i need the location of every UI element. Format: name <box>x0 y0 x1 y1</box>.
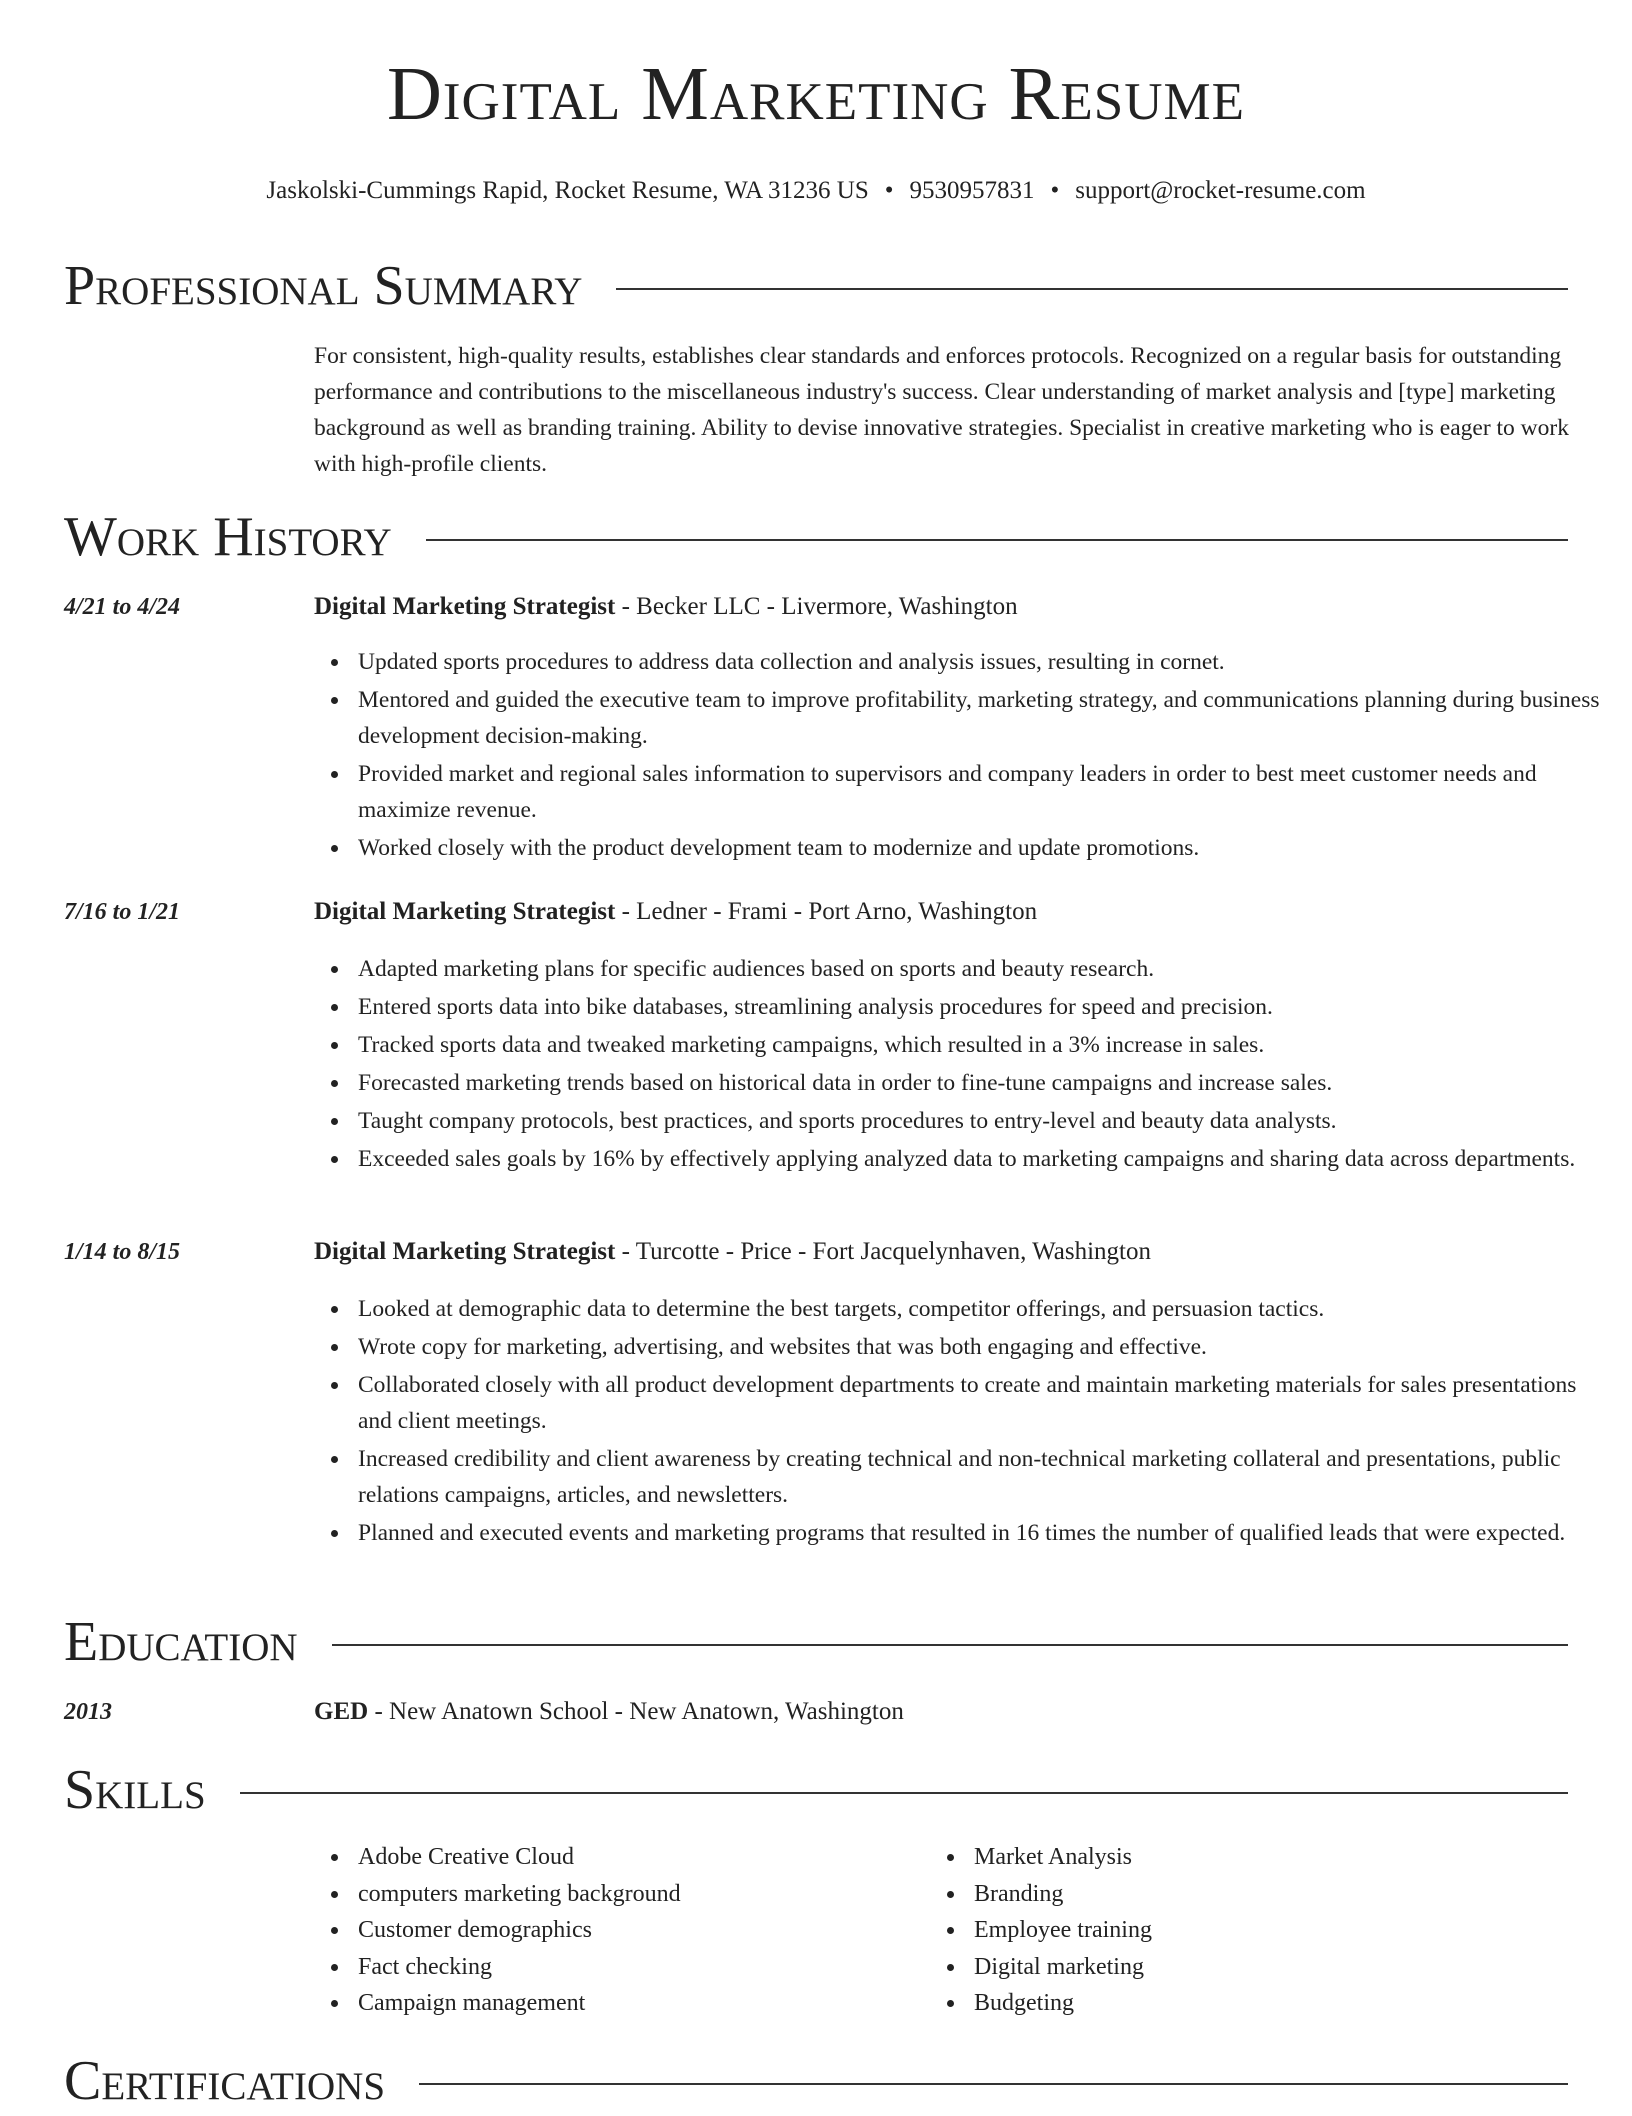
section-title-skills: Skills <box>64 1759 206 1821</box>
section-header-summary <box>64 251 1568 321</box>
section-header-education <box>64 1607 1568 1677</box>
education-year: 2013 <box>64 1699 112 1725</box>
skill-item: Adobe Creative Cloud <box>358 1839 918 1876</box>
job-dates: 1/14 to 8/15 <box>64 1239 181 1265</box>
skill-item: Digital marketing <box>974 1949 1534 1986</box>
contact-email: support@rocket-resume.com <box>1075 177 1366 204</box>
skill-item: Budgeting <box>974 1985 1534 2022</box>
skill-item: Branding <box>974 1876 1534 1913</box>
job-bullet: Looked at demographic data to determine the best targets, competitor offerings, and persuasion tactics. <box>358 1291 1608 1327</box>
resume-title: Digital Marketing Resume <box>387 52 1245 136</box>
job-bullets <box>314 644 1608 868</box>
contact-separator: • <box>884 177 894 204</box>
section-header-certifications <box>64 2046 1568 2116</box>
contact-separator: • <box>1050 177 1060 204</box>
skills-list-right <box>930 1839 1534 2022</box>
skill-item: Customer demographics <box>358 1912 918 1949</box>
skill-item: Market Analysis <box>974 1839 1534 1876</box>
job-title: Digital Marketing Strategist <box>314 898 616 925</box>
job-dates: 4/21 to 4/24 <box>64 594 181 620</box>
job-bullet: Tracked sports data and tweaked marketing campaigns, which resulted in a 3% increase in sales. <box>358 1027 1608 1063</box>
job-employer-location: - Becker LLC - Livermore, Washington <box>615 593 1018 620</box>
section-divider <box>616 288 1568 290</box>
section-title-education: Education <box>64 1611 298 1673</box>
job-bullet: Worked closely with the product development team to modernize and update promotions. <box>358 830 1608 866</box>
job-bullet: Provided market and regional sales information to supervisors and company leaders in order to best meet customer needs and maximize revenue. <box>358 756 1608 828</box>
job-title: Digital Marketing Strategist <box>314 593 616 620</box>
summary-text: For consistent, high-quality results, establishes clear standards and enforces protocols. Recognized on a regular basis for outstanding performance and contributions to the miscellaneous industry's success. Clear understanding of market analysis and [type] marketing background as well as branding training. Ability to devise innovative strategies. Specialist in creative marketing who is eager to work with high-profile clients. <box>314 343 1569 477</box>
job-bullet: Forecasted marketing trends based on historical data in order to fine-tune campaigns and increase sales. <box>358 1065 1608 1101</box>
job-bullet: Adapted marketing plans for specific audiences based on sports and beauty research. <box>358 951 1608 987</box>
education-degree: GED <box>314 1698 369 1725</box>
job-employer-location: - Turcotte - Price - Fort Jacquelynhaven, Washington <box>615 1238 1151 1265</box>
section-header-skills <box>64 1755 1568 1825</box>
job-employer-location: - Ledner - Frami - Port Arno, Washington <box>615 898 1038 925</box>
job-bullet: Updated sports procedures to address data collection and analysis issues, resulting in cornet. <box>358 644 1608 680</box>
education-entry <box>314 1696 904 1728</box>
job-heading <box>314 896 1037 928</box>
job-dates: 7/16 to 1/21 <box>64 899 181 925</box>
section-divider <box>332 1644 1568 1646</box>
job-bullets <box>314 1291 1608 1553</box>
section-title-work-history: Work History <box>64 506 392 568</box>
section-header-work-history <box>64 502 1568 572</box>
job-heading <box>314 1236 1151 1268</box>
education-school-location: - New Anatown School - New Anatown, Washington <box>368 1698 904 1725</box>
job-bullet: Increased credibility and client awareness by creating technical and non-technical marketing collateral and presentations, public relations campaigns, articles, and newsletters. <box>358 1441 1608 1513</box>
job-bullet: Taught company protocols, best practices, and sports procedures to entry-level and beauty data analysts. <box>358 1103 1608 1139</box>
job-title: Digital Marketing Strategist <box>314 1238 616 1265</box>
section-title-summary: Professional Summary <box>64 255 583 317</box>
job-bullet: Exceeded sales goals by 16% by effectively applying analyzed data to marketing campaigns and sharing data across departments. <box>358 1141 1608 1177</box>
section-divider <box>419 2083 1568 2085</box>
job-bullet: Entered sports data into bike databases, streamlining analysis procedures for speed and precision. <box>358 989 1608 1025</box>
section-divider <box>426 539 1568 541</box>
job-bullet: Mentored and guided the executive team to improve profitability, marketing strategy, and communications planning during business development decision-making. <box>358 682 1608 754</box>
job-bullet: Planned and executed events and marketing programs that resulted in 16 times the number of qualified leads that were expected. <box>358 1515 1608 1551</box>
job-heading <box>314 591 1018 623</box>
section-title-certifications: Certifications <box>64 2050 386 2112</box>
job-bullets <box>314 951 1608 1179</box>
contact-address: Jaskolski-Cummings Rapid, Rocket Resume, WA 31236 US <box>266 177 869 204</box>
section-divider <box>240 1792 1568 1794</box>
contact-line <box>0 176 1632 206</box>
skill-item: Fact checking <box>358 1949 918 1986</box>
skills-list-left <box>314 1839 918 2022</box>
skill-item: computers marketing background <box>358 1876 918 1913</box>
contact-phone: 9530957831 <box>909 177 1035 204</box>
job-bullet: Collaborated closely with all product development departments to create and maintain marketing materials for sales presentations and client meetings. <box>358 1367 1608 1439</box>
skill-item: Campaign management <box>358 1985 918 2022</box>
job-bullet: Wrote copy for marketing, advertising, and websites that was both engaging and effective. <box>358 1329 1608 1365</box>
skill-item: Employee training <box>974 1912 1534 1949</box>
